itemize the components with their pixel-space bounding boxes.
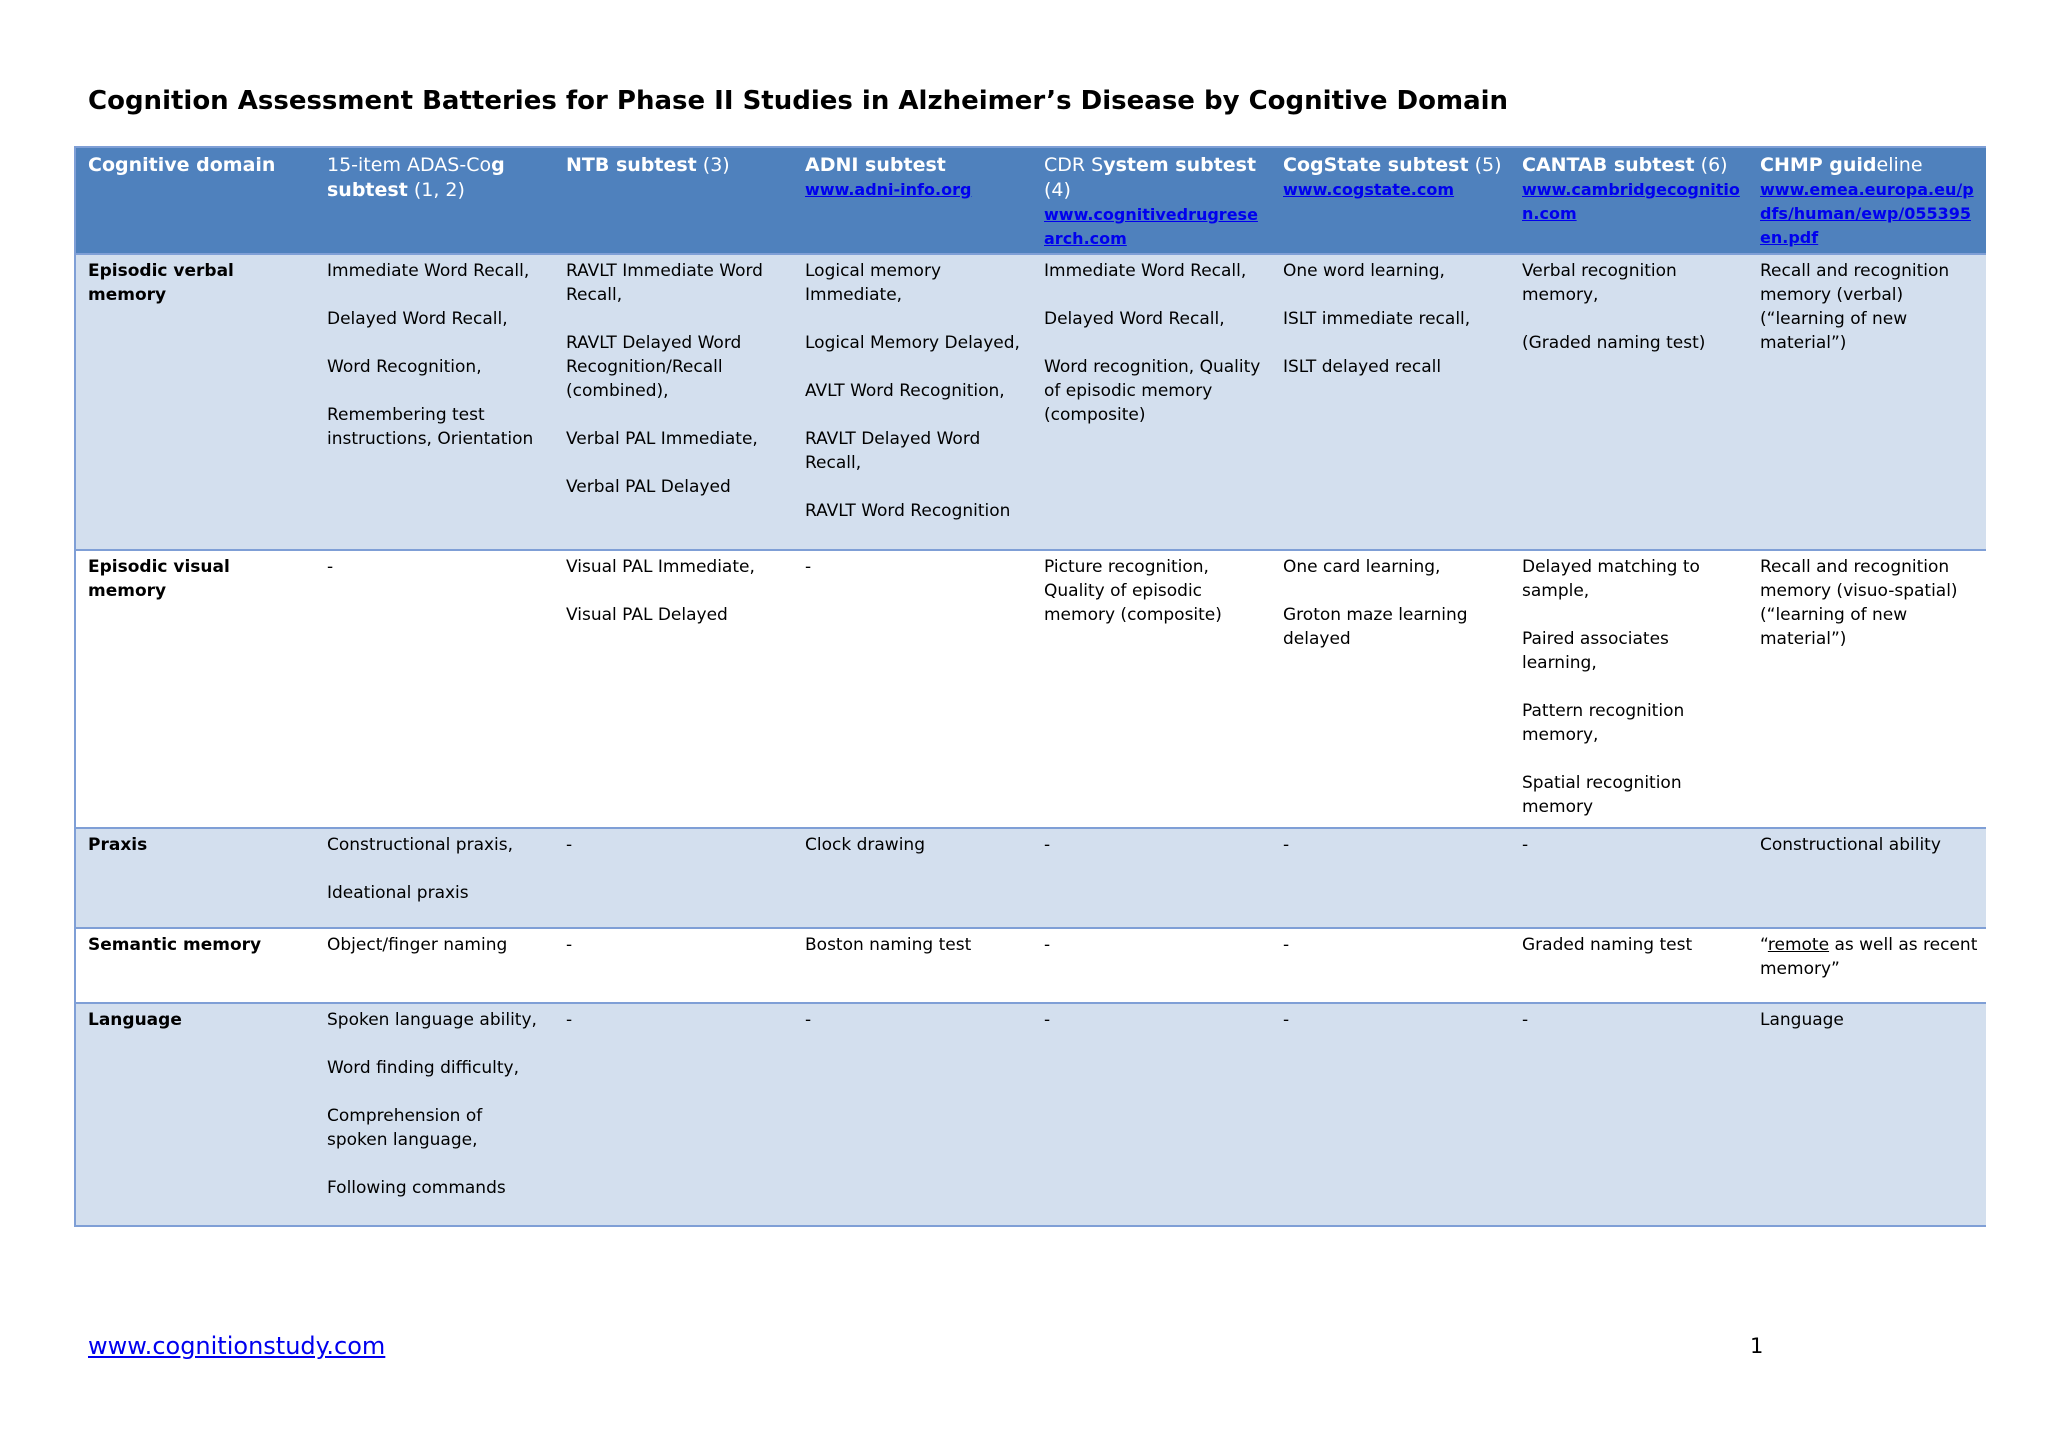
chmp-cell [1748, 1003, 1986, 1225]
cdr-cell [1032, 928, 1271, 1003]
test-entry: RAVLT Immediate Word Recall, [566, 261, 763, 305]
test-entry: Word finding difficulty, [327, 1058, 519, 1078]
header-ntb: NTB subtest (3) [566, 154, 730, 176]
cognitive-domain-cell: Language [88, 1010, 182, 1030]
page-number: 1 [1750, 1334, 1764, 1358]
test-entry: Delayed Word Recall, [327, 309, 508, 329]
test-entry: - [566, 835, 573, 855]
test-entry: Comprehension of spoken language, [327, 1106, 483, 1150]
cognitive-domain-cell: Episodic verbal memory [88, 261, 234, 305]
test-entry: Pattern recognition memory, [1522, 701, 1685, 745]
test-entry: Groton maze learning delayed [1283, 605, 1468, 649]
test-entry: Visual PAL Delayed [566, 605, 728, 625]
test-entry: Delayed matching to sample, [1522, 557, 1700, 601]
test-entry: Spoken language ability, [327, 1010, 537, 1030]
table-header-row [76, 148, 1986, 254]
test-entry: - [566, 1010, 573, 1030]
test-entry: Boston naming test [805, 935, 972, 955]
chmp-entry-suffix: as well as recent memory” [1760, 935, 1978, 979]
test-entry: Delayed Word Recall, [1044, 309, 1225, 329]
header-cdr: CDR System subtest (4) www.cognitivedrugresearch.com [1032, 148, 1271, 254]
adni-link[interactable]: www.adni-info.org [805, 180, 972, 199]
ntb-cell [554, 928, 793, 1003]
chmp-cell [1748, 928, 1986, 1003]
test-entry: (Graded naming test) [1522, 333, 1706, 353]
test-entry: Immediate Word Recall, [1044, 261, 1247, 281]
table-row [76, 1003, 1986, 1225]
test-entry: Spatial recognition memory [1522, 773, 1682, 817]
test-entry: - [566, 935, 573, 955]
test-entry: Paired associates learning, [1522, 629, 1669, 673]
header-cantab: CANTAB subtest (6) www.cambridgecognition.com [1510, 148, 1748, 254]
chmp-cell [1748, 828, 1986, 928]
cogstate-cell [1271, 928, 1510, 1003]
adas-cell [315, 1003, 554, 1225]
table-row [76, 254, 1986, 550]
chmp-entry-prefix: “ [1760, 935, 1768, 955]
test-entry: RAVLT Delayed Word Recall, [805, 429, 981, 473]
cdr-link[interactable]: www.cognitivedrugresearch.com [1044, 205, 1258, 248]
test-entry: - [1522, 1010, 1529, 1030]
cantab-cell [1510, 550, 1748, 828]
ntb-cell [554, 550, 793, 828]
cantab-cell [1510, 928, 1748, 1003]
adni-cell [793, 550, 1032, 828]
cdr-cell [1032, 1003, 1271, 1225]
adni-cell [793, 254, 1032, 550]
cognitive-domain-cell: Semantic memory [88, 935, 262, 955]
test-entry: One word learning, [1283, 261, 1445, 281]
test-entry: One card learning, [1283, 557, 1441, 577]
header-chmp: CHMP guideline www.emea.europa.eu/pdfs/human/ewp/055395en.pdf [1748, 148, 1986, 254]
chmp-entry-underlined: remote [1767, 935, 1830, 955]
cantab-cell [1510, 254, 1748, 550]
adni-cell [793, 1003, 1032, 1225]
test-entry: Recall and recognition memory (visuo-spatial) (“learning of new material”) [1760, 557, 1958, 649]
header-cognitive-domain: Cognitive domain [88, 154, 276, 176]
test-entry: Verbal PAL Immediate, [566, 429, 758, 449]
test-entry: Verbal recognition memory, [1522, 261, 1677, 305]
test-entry: Picture recognition, Quality of episodic memory (composite) [1044, 557, 1222, 625]
test-entry: Logical Memory Delayed, [805, 333, 1020, 353]
cogstate-link[interactable]: www.cogstate.com [1283, 180, 1455, 199]
adni-cell [793, 828, 1032, 928]
test-entry: Object/finger naming [327, 935, 508, 955]
test-entry: - [1044, 835, 1051, 855]
adas-cell [315, 550, 554, 828]
adas-cell [315, 254, 554, 550]
test-entry: Word Recognition, [327, 357, 482, 377]
test-entry: AVLT Word Recognition, [805, 381, 1005, 401]
adas-cell [315, 928, 554, 1003]
test-entry: Recall and recognition memory (verbal) (“learning of new material”) [1760, 261, 1950, 353]
test-entry: Verbal PAL Delayed [566, 477, 731, 497]
header-adni: ADNI subtest www.adni-info.org [793, 148, 1032, 254]
cognitive-domain-cell: Praxis [88, 835, 148, 855]
cantab-cell [1510, 1003, 1748, 1225]
test-entry: - [327, 557, 334, 577]
cdr-cell [1032, 550, 1271, 828]
cogstate-cell [1271, 254, 1510, 550]
header-adas-cog: 15-item ADAS-Cog subtest (1, 2) [327, 154, 505, 201]
cantab-link[interactable]: www.cambridgecognition.com [1522, 180, 1740, 223]
cantab-cell [1510, 828, 1748, 928]
test-entry: - [1283, 835, 1290, 855]
chmp-cell [1748, 254, 1986, 550]
test-entry: - [1044, 1010, 1051, 1030]
test-entry: Language [1760, 1010, 1844, 1030]
test-entry: Logical memory Immediate, [805, 261, 942, 305]
cdr-cell [1032, 254, 1271, 550]
test-entry: Constructional praxis, [327, 835, 514, 855]
cogstate-cell [1271, 1003, 1510, 1225]
adni-cell [793, 928, 1032, 1003]
cdr-cell [1032, 828, 1271, 928]
table-row [76, 550, 1986, 828]
test-entry: - [1044, 935, 1051, 955]
test-entry: RAVLT Delayed Word Recognition/Recall (combined), [566, 333, 742, 401]
test-entry: Constructional ability [1760, 835, 1941, 855]
chmp-link[interactable]: www.emea.europa.eu/pdfs/human/ewp/055395en.pdf [1760, 180, 1974, 247]
page-title: Cognition Assessment Batteries for Phase II Studies in Alzheimer’s Disease by Cognitive Domain [88, 86, 1509, 116]
test-entry: Ideational praxis [327, 883, 469, 903]
cogstate-cell [1271, 828, 1510, 928]
header-cogstate: CogState subtest (5) www.cogstate.com [1271, 148, 1510, 254]
test-entry: - [805, 1010, 812, 1030]
test-entry: Following commands [327, 1178, 506, 1198]
footer-website-link[interactable]: www.cognitionstudy.com [88, 1332, 386, 1360]
test-entry: - [1283, 935, 1290, 955]
test-entry: RAVLT Word Recognition [805, 501, 1011, 521]
ntb-cell [554, 254, 793, 550]
test-entry: ISLT delayed recall [1283, 357, 1442, 377]
test-entry: - [805, 557, 812, 577]
test-entry: Remembering test instructions, Orientation [327, 405, 534, 449]
chmp-cell [1748, 550, 1986, 828]
ntb-cell [554, 828, 793, 928]
test-entry: Visual PAL Immediate, [566, 557, 755, 577]
ntb-cell [554, 1003, 793, 1225]
test-entry: Graded naming test [1522, 935, 1693, 955]
table-row [76, 828, 1986, 928]
test-entry: Word recognition, Quality of episodic memory (composite) [1044, 357, 1261, 425]
cognitive-domain-cell: Episodic visual memory [88, 557, 230, 601]
cogstate-cell [1271, 550, 1510, 828]
test-entry: Immediate Word Recall, [327, 261, 530, 281]
test-entry: Clock drawing [805, 835, 925, 855]
assessment-table [74, 146, 1986, 1227]
test-entry: - [1283, 1010, 1290, 1030]
test-entry: - [1522, 835, 1529, 855]
adas-cell [315, 828, 554, 928]
test-entry: ISLT immediate recall, [1283, 309, 1471, 329]
table-row [76, 928, 1986, 1003]
